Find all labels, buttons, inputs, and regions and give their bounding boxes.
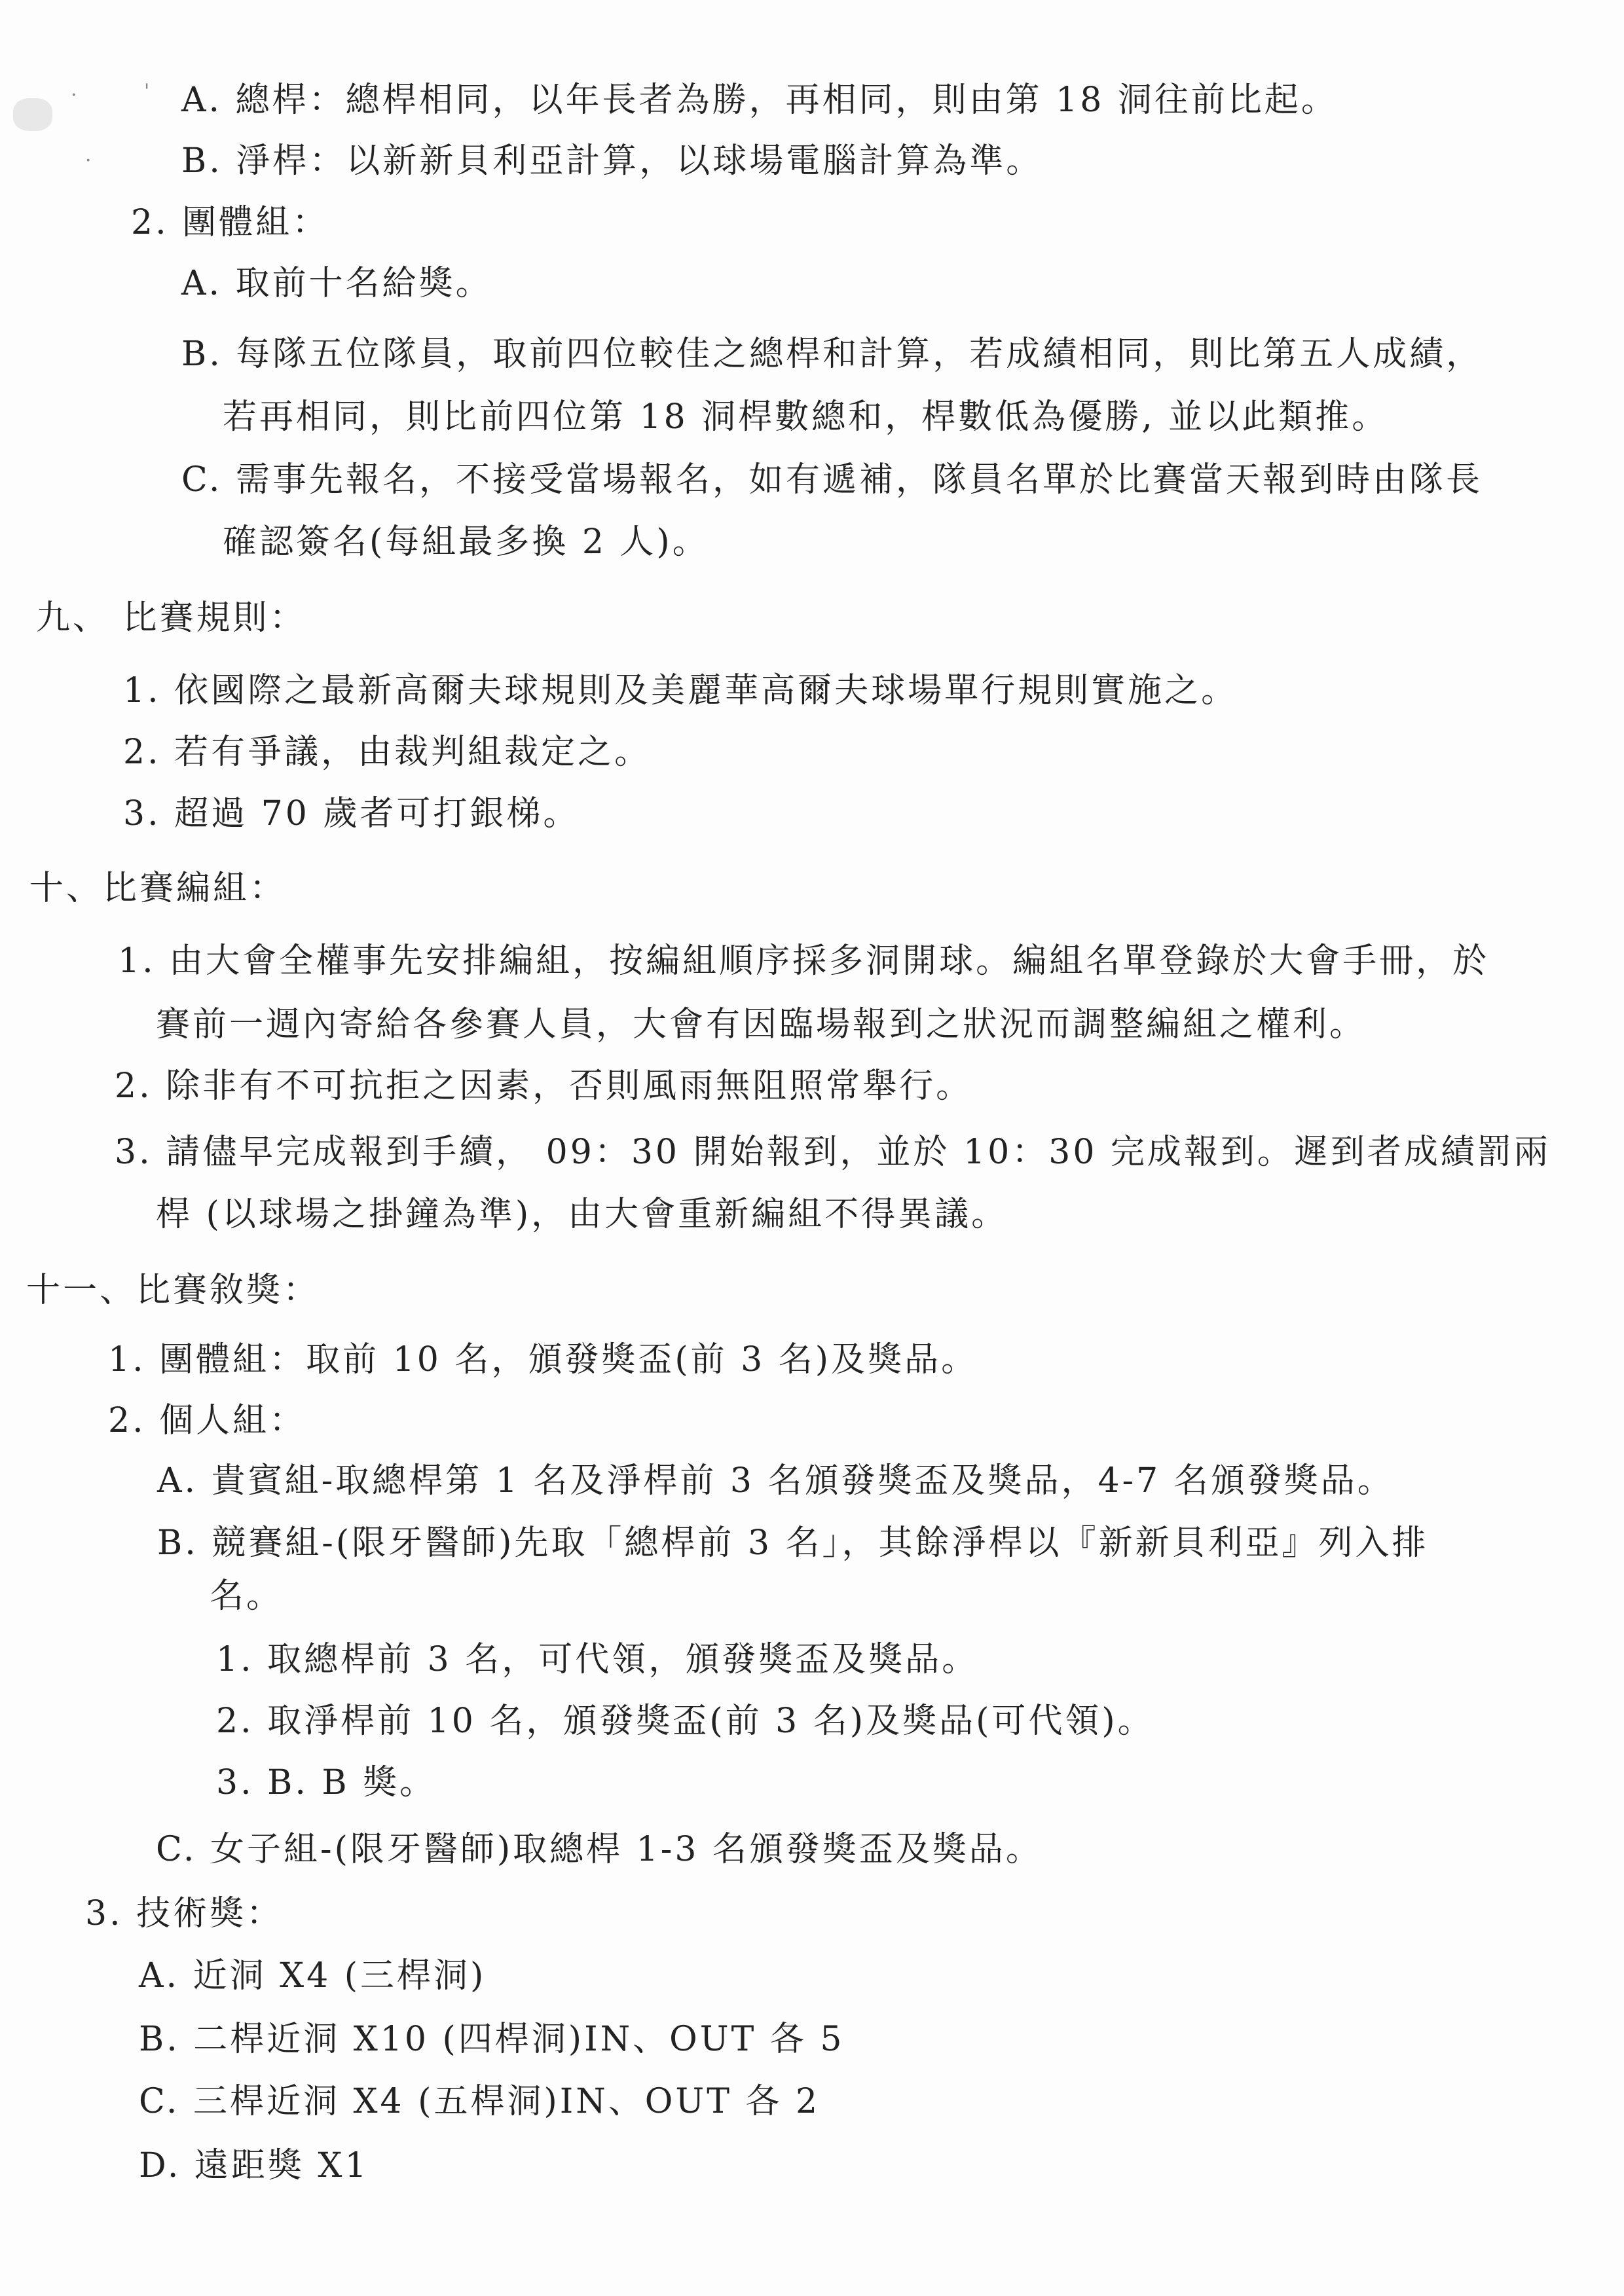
section-heading: 十一、比賽敘獎： [26, 1271, 320, 1310]
text-line: 2. 團體組： [131, 203, 329, 242]
text-line: A. 貴賓組-取總桿第 1 名及淨桿前 3 名頒發獎盃及獎品，4-7 名頒發獎品。 [157, 1461, 1394, 1501]
text-line: 1. 依國際之最新高爾夫球規則及美麗華高爾夫球場單行規則實施之。 [123, 671, 1238, 710]
text-line: 3. 請儘早完成報到手續， 09：30 開始報到，並於 10：30 完成報到。遲到者成績罰兩 [115, 1133, 1551, 1172]
scan-smudge [13, 98, 52, 131]
text-line: 1. 取總桿前 3 名，可代領，頒發獎盃及獎品。 [216, 1640, 979, 1679]
text-line: 確認簽名(每組最多換 2 人)。 [223, 522, 709, 562]
text-line: 2. 若有爭議，由裁判組裁定之。 [123, 733, 652, 772]
text-line: 1. 團體組：取前 10 名，頒發獎盃(前 3 名)及獎品。 [108, 1340, 978, 1379]
scan-mark: · [85, 149, 92, 172]
text-line: 賽前一週內寄給各參賽人員，大會有因臨場報到之狀況而調整編組之權利。 [156, 1005, 1367, 1044]
text-line: D. 遠距獎 X1 [139, 2146, 369, 2185]
text-line: 若再相同，則比前四位第 18 洞桿數總和，桿數低為優勝, 並以此類推。 [223, 397, 1389, 437]
section-heading: 十、比賽編組： [29, 869, 287, 908]
text-line: B. 淨桿：以新新貝利亞計算，以球場電腦計算為準。 [181, 141, 1043, 181]
scan-mark: · [71, 84, 77, 107]
text-line: 名。 [210, 1576, 284, 1616]
text-line: C. 三桿近洞 X4 (五桿洞)IN、OUT 各 2 [139, 2082, 821, 2121]
text-line: B. 二桿近洞 X10 (四桿洞)IN、OUT 各 5 [139, 2020, 845, 2059]
text-line: B. 每隊五位隊員，取前四位較佳之總桿和計算，若成績相同，則比第五人成績， [181, 335, 1483, 374]
text-line: C. 需事先報名，不接受當場報名，如有遞補，隊員名單於比賽當天報到時由隊長 [181, 460, 1483, 500]
text-line: C. 女子組-(限牙醫師)取總桿 1-3 名頒發獎盃及獎品。 [156, 1830, 1043, 1869]
text-line: B. 競賽組-(限牙醫師)先取「總桿前 3 名」，其餘淨桿以『新新貝利亞』列入排 [157, 1523, 1429, 1563]
section-heading: 九、 比賽規則： [36, 598, 306, 638]
text-line: A. 總桿：總桿相同，以年長者為勝，再相同，則由第 18 洞往前比起。 [181, 81, 1338, 120]
text-line: 2. 除非有不可抗拒之因素，否則風雨無阻照常舉行。 [115, 1066, 973, 1106]
text-line: A. 取前十名給獎。 [181, 264, 492, 303]
text-line: 桿 (以球場之掛鐘為準)，由大會重新編組不得異議。 [156, 1195, 1008, 1234]
text-line: 1. 由大會全權事先安排編組，按編組順序採多洞開球。編組名單登錄於大會手冊，於 [118, 941, 1490, 981]
text-line: 2. 取淨桿前 10 名，頒發獎盃(前 3 名)及獎品(可代領)。 [216, 1702, 1154, 1741]
text-line: 3. 超過 70 歲者可打銀梯。 [123, 794, 580, 833]
scan-mark: ' [144, 80, 150, 103]
text-line: 3. B. B 獎。 [216, 1763, 437, 1802]
text-line: 3. 技術獎： [85, 1894, 284, 1933]
text-line: 2. 個人組： [108, 1401, 306, 1440]
text-line: A. 近洞 X4 (三桿洞) [139, 1956, 487, 1995]
